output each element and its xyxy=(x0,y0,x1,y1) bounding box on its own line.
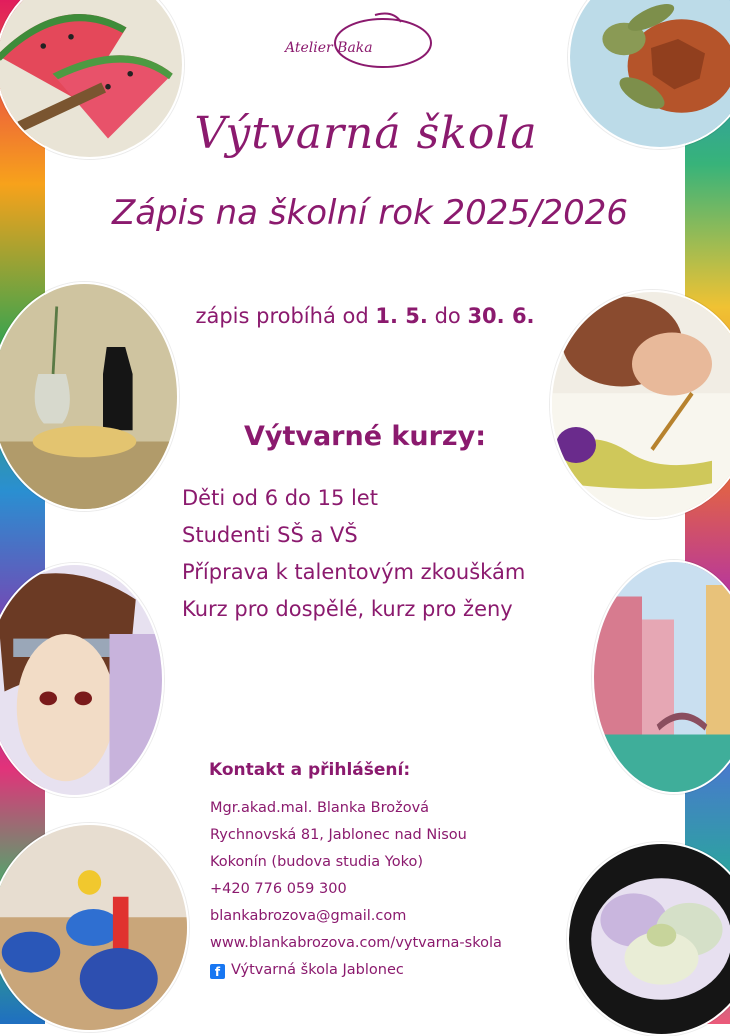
course-item: Příprava k talentovým zkouškám xyxy=(182,560,526,584)
contact-name: Mgr.akad.mal. Blanka Brožová xyxy=(210,800,430,816)
contact-email[interactable]: blankabrozova@gmail.com xyxy=(210,908,407,924)
page-title: Výtvarná škola xyxy=(194,108,538,159)
enrollment-middle: do xyxy=(434,304,461,328)
contact-website[interactable]: www.blankabrozova.com/vytvarna-skola xyxy=(210,935,502,951)
enrollment-start-date: 1. 5. xyxy=(375,304,428,328)
course-item: Děti od 6 do 15 let xyxy=(182,486,378,510)
contact-facebook[interactable] xyxy=(210,957,570,984)
contact-heading: Kontakt a přihlášení: xyxy=(209,760,411,780)
atelier-baka-logo xyxy=(283,10,438,80)
course-item: Studenti SŠ a VŠ xyxy=(182,523,358,547)
contact-location: Kokonín (budova studia Yoko) xyxy=(210,854,423,870)
logo-text: Atelier Baka xyxy=(285,40,373,56)
page-subtitle: Zápis na školní rok 2025/2026 xyxy=(111,193,629,233)
course-item: Kurz pro dospělé, kurz pro ženy xyxy=(182,597,513,621)
enrollment-period xyxy=(150,304,580,328)
courses-list xyxy=(182,480,602,628)
contact-address: Rychnovská 81, Jablonec nad Nisou xyxy=(210,827,467,843)
courses-heading: Výtvarné kurzy: xyxy=(243,421,487,452)
facebook-icon: f xyxy=(210,964,225,979)
contact-list xyxy=(210,795,570,984)
enrollment-prefix: zápis probíhá od xyxy=(195,304,369,328)
contact-phone[interactable]: +420 776 059 300 xyxy=(210,881,347,897)
facebook-page-name: Výtvarná škola Jablonec xyxy=(231,962,404,978)
enrollment-end-date: 30. 6. xyxy=(467,304,535,328)
